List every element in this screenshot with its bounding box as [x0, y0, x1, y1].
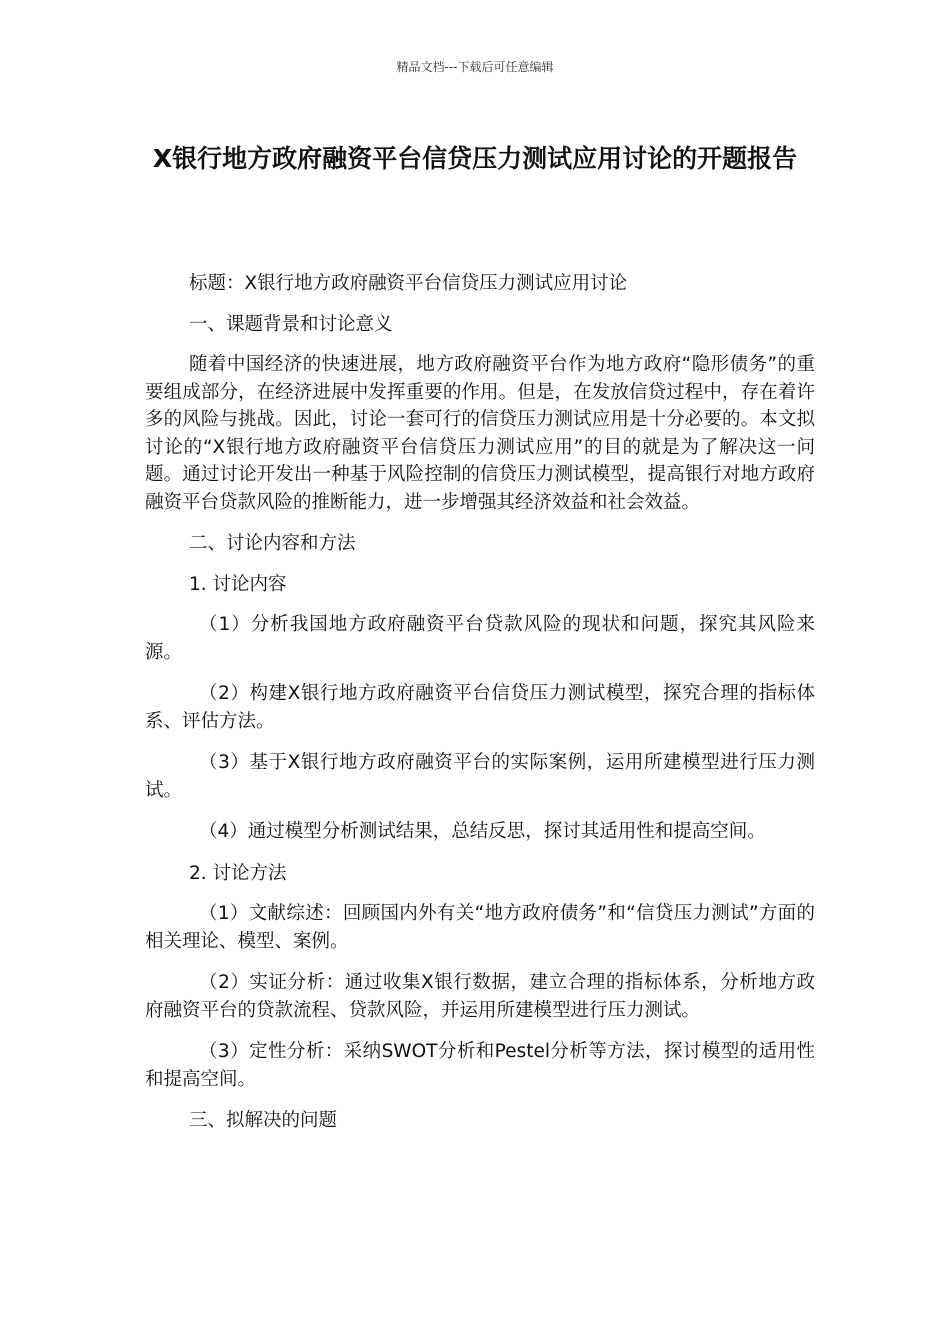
document-body	[145, 270, 815, 1148]
method-item: （2）实证分析：通过收集X银行数据，建立合理的指标体系，分析地方政府融资平台的贷款流程、贷款风险，并运用所建模型进行压力测试。	[145, 972, 815, 1021]
method-item: （1）文献综述：回顾国内外有关“地方政府债务”和“信贷压力测试”方面的相关理论、模型、案例。	[145, 903, 815, 952]
section-heading-content-methods: 二、讨论内容和方法	[189, 533, 356, 554]
section-heading-problems: 三、拟解决的问题	[189, 1110, 338, 1131]
background-paragraph: 随着中国经济的快速进展，地方政府融资平台作为地方政府“隐形债务”的重要组成部分，在经济进展中发挥重要的作用。但是，在发放信贷过程中，存在着许多的风险与挑战。因此，讨论一套可行的信贷压力测试应用是十分必要的。本文拟讨论的“X银行地方政府融资平台信贷压力测试应用”的目的就是为了解决这一问题。通过讨论开发出一种基于风险控制的信贷压力测试模型，提高银行对地方政府融资平台贷款风险的推断能力，进一步增强其经济效益和社会效益。	[145, 354, 815, 513]
content-item: （4）通过模型分析测试结果，总结反思，探讨其适用性和提高空间。	[199, 821, 766, 842]
content-item: （3）基于X银行地方政府融资平台的实际案例，运用所建模型进行压力测试。	[145, 752, 815, 801]
title-label-line: 标题：X银行地方政府融资平台信贷压力测试应用讨论	[189, 273, 628, 294]
method-item: （3）定性分析：采纳SWOT分析和Pestel分析等方法，探讨模型的适用性和提高空间。	[145, 1041, 815, 1090]
subheading-research-content: 1. 讨论内容	[189, 573, 287, 595]
section-heading-background: 一、课题背景和讨论意义	[189, 313, 393, 335]
content-item: （1）分析我国地方政府融资平台贷款风险的现状和问题，探究其风险来源。	[145, 614, 815, 663]
document-title: X银行地方政府融资平台信贷压力测试应用讨论的开题报告	[152, 144, 798, 173]
page-header-note: 精品文档---下载后可任意编辑	[396, 60, 554, 74]
subheading-research-methods: 2. 讨论方法	[189, 862, 287, 884]
content-item: （2）构建X银行地方政府融资平台信贷压力测试模型，探究合理的指标体系、评估方法。	[145, 683, 815, 732]
